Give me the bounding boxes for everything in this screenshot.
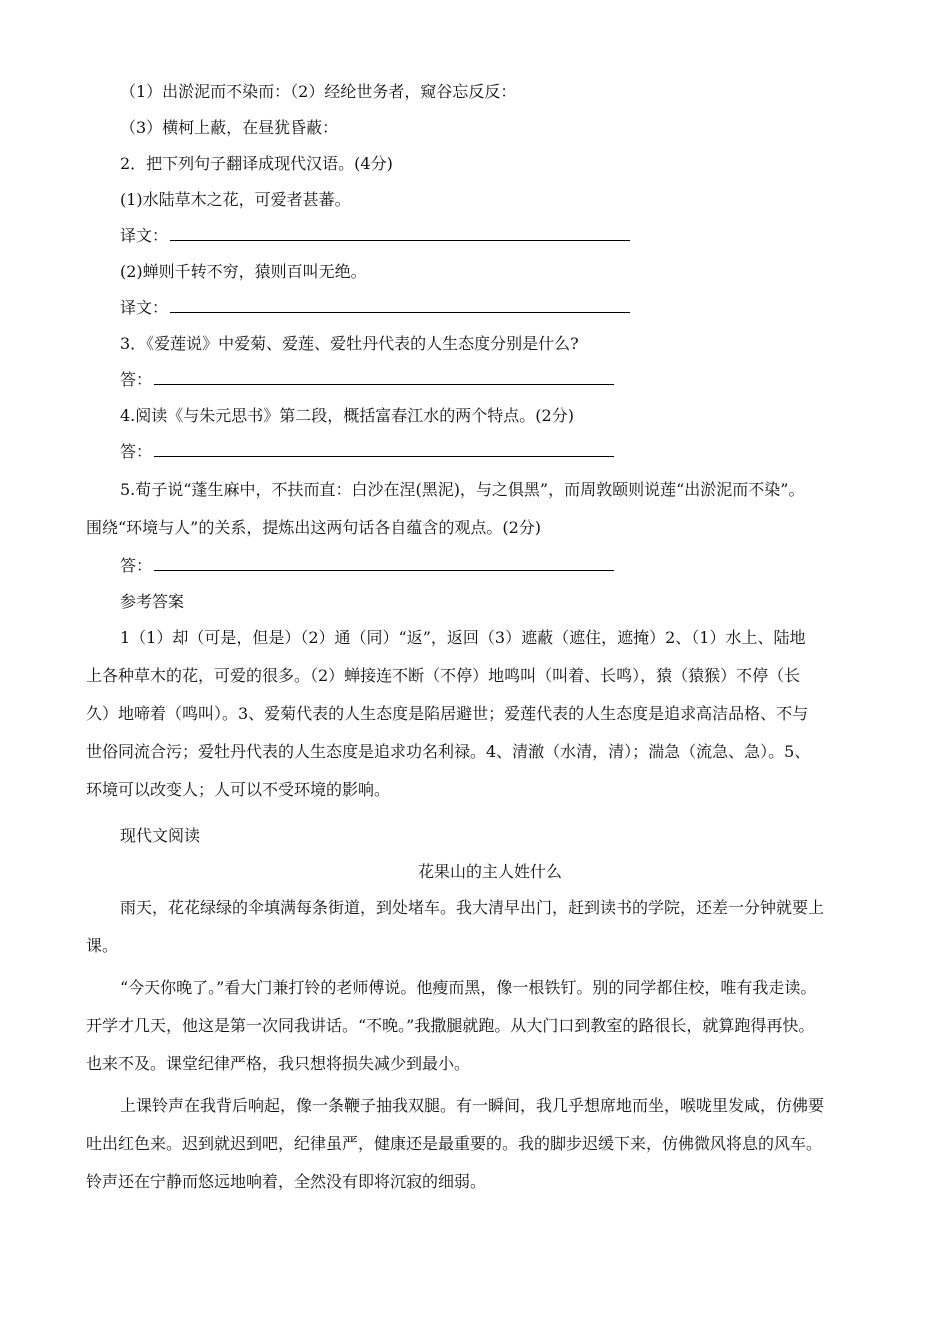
answers-line: 世俗同流合污；爱牡丹代表的人生态度是追求功名利禄。4、清澈（水清，清）；湍急（流急、急）。5、 <box>86 742 811 761</box>
q5-answer-row <box>120 556 614 576</box>
translation-label: 译文： <box>120 226 169 245</box>
q2-translation-row-2 <box>120 298 630 318</box>
answers-line: 1（1）却（可是，但是）（2）通（同）“返”，返回（3）遮蔽（遮住，遮掩）2、（1）水上、陆地 <box>120 628 806 647</box>
paragraph-line: 课。 <box>86 936 119 955</box>
article-title: 花果山的主人姓什么 <box>417 862 562 881</box>
q4-answer-row <box>120 442 614 462</box>
answer-blank[interactable] <box>154 370 614 385</box>
answers-line: 久）地啼着（鸣叫）。3、爱菊代表的人生态度是陷居避世；爱莲代表的人生态度是追求高洁品格、不与 <box>86 704 809 723</box>
q3-answer-row <box>120 370 614 390</box>
q2-title: 2．把下列句子翻译成现代汉语。(4分) <box>120 154 393 173</box>
answer-blank[interactable] <box>154 442 614 457</box>
q2-translation-row-1 <box>120 226 630 246</box>
answers-line: 上各种草木的花，可爱的很多。（2）蝉接连不断（不停）地鸣叫（叫着、长鸣），猿（猿猴）不停（长 <box>86 666 801 685</box>
answer-blank[interactable] <box>154 556 614 571</box>
q4-title: 4.阅读《与朱元思书》第二段，概括富春江水的两个特点。(2分) <box>120 406 574 425</box>
q2-sentence-2: (2)蝉则千转不穷，猿则百叫无绝。 <box>120 262 367 281</box>
q5-line-1: 5.荀子说“蓬生麻中，不扶而直：白沙在涅(黑泥)，与之俱黑”，而周敦颐则说莲“出淤泥而不染”。 <box>120 480 805 499</box>
answers-heading: 参考答案 <box>120 592 185 611</box>
q1-items-line2: （3）横柯上蔽，在昼犹昏蔽： <box>120 118 339 137</box>
paragraph-line: 吐出红色来。迟到就迟到吧，纪律虽严，健康还是最重要的。我的脚步迟缓下来，仿佛微风将息的风车。 <box>86 1134 823 1153</box>
q2-sentence-1: (1)水陆草木之花，可爱者甚蕃。 <box>120 190 351 209</box>
section-label: 现代文阅读 <box>120 826 201 845</box>
answer-label: 答： <box>120 370 153 389</box>
q3-title: 3．《爱莲说》中爱菊、爱莲、爱牡丹代表的人生态度分别是什么? <box>120 334 579 353</box>
translation-label: 译文： <box>120 298 169 317</box>
q1-items-line1: （1）出淤泥而不染而：（2）经纶世务者，窥谷忘反反： <box>120 82 517 101</box>
paragraph-line: 上课铃声在我背后响起，像一条鞭子抽我双腿。有一瞬间，我几乎想席地而坐，喉咙里发咸，仿佛要 <box>120 1096 825 1115</box>
paragraph-line: 也来不及。课堂纪律严格，我只想将损失减少到最小。 <box>86 1054 471 1073</box>
paragraph-line: 开学才几天，他这是第一次同我讲话。“不晚。”我撒腿就跑。从大门口到教室的路很长，就算跑得再快。 <box>86 1016 815 1035</box>
answer-label: 答： <box>120 442 153 461</box>
answer-label: 答： <box>120 556 153 575</box>
paragraph-line: 铃声还在宁静而悠远地响着，全然没有即将沉寂的细弱。 <box>86 1172 487 1191</box>
answers-line: 环境可以改变人；人可以不受环境的影响。 <box>86 780 391 799</box>
paragraph-line: “今天你晚了。”看大门兼打铃的老师傅说。他瘦而黑，像一根铁钉。别的同学都住校，唯有我走读。 <box>120 978 817 997</box>
answer-blank[interactable] <box>170 226 630 241</box>
answer-blank[interactable] <box>170 298 630 313</box>
paragraph-line: 雨天，花花绿绿的伞填满每条街道，到处堵车。我大清早出门，赶到读书的学院，还差一分钟就要上 <box>120 898 825 917</box>
q5-line-2: 围绕“环境与人”的关系，提炼出这两句话各自蕴含的观点。(2分) <box>86 518 542 537</box>
